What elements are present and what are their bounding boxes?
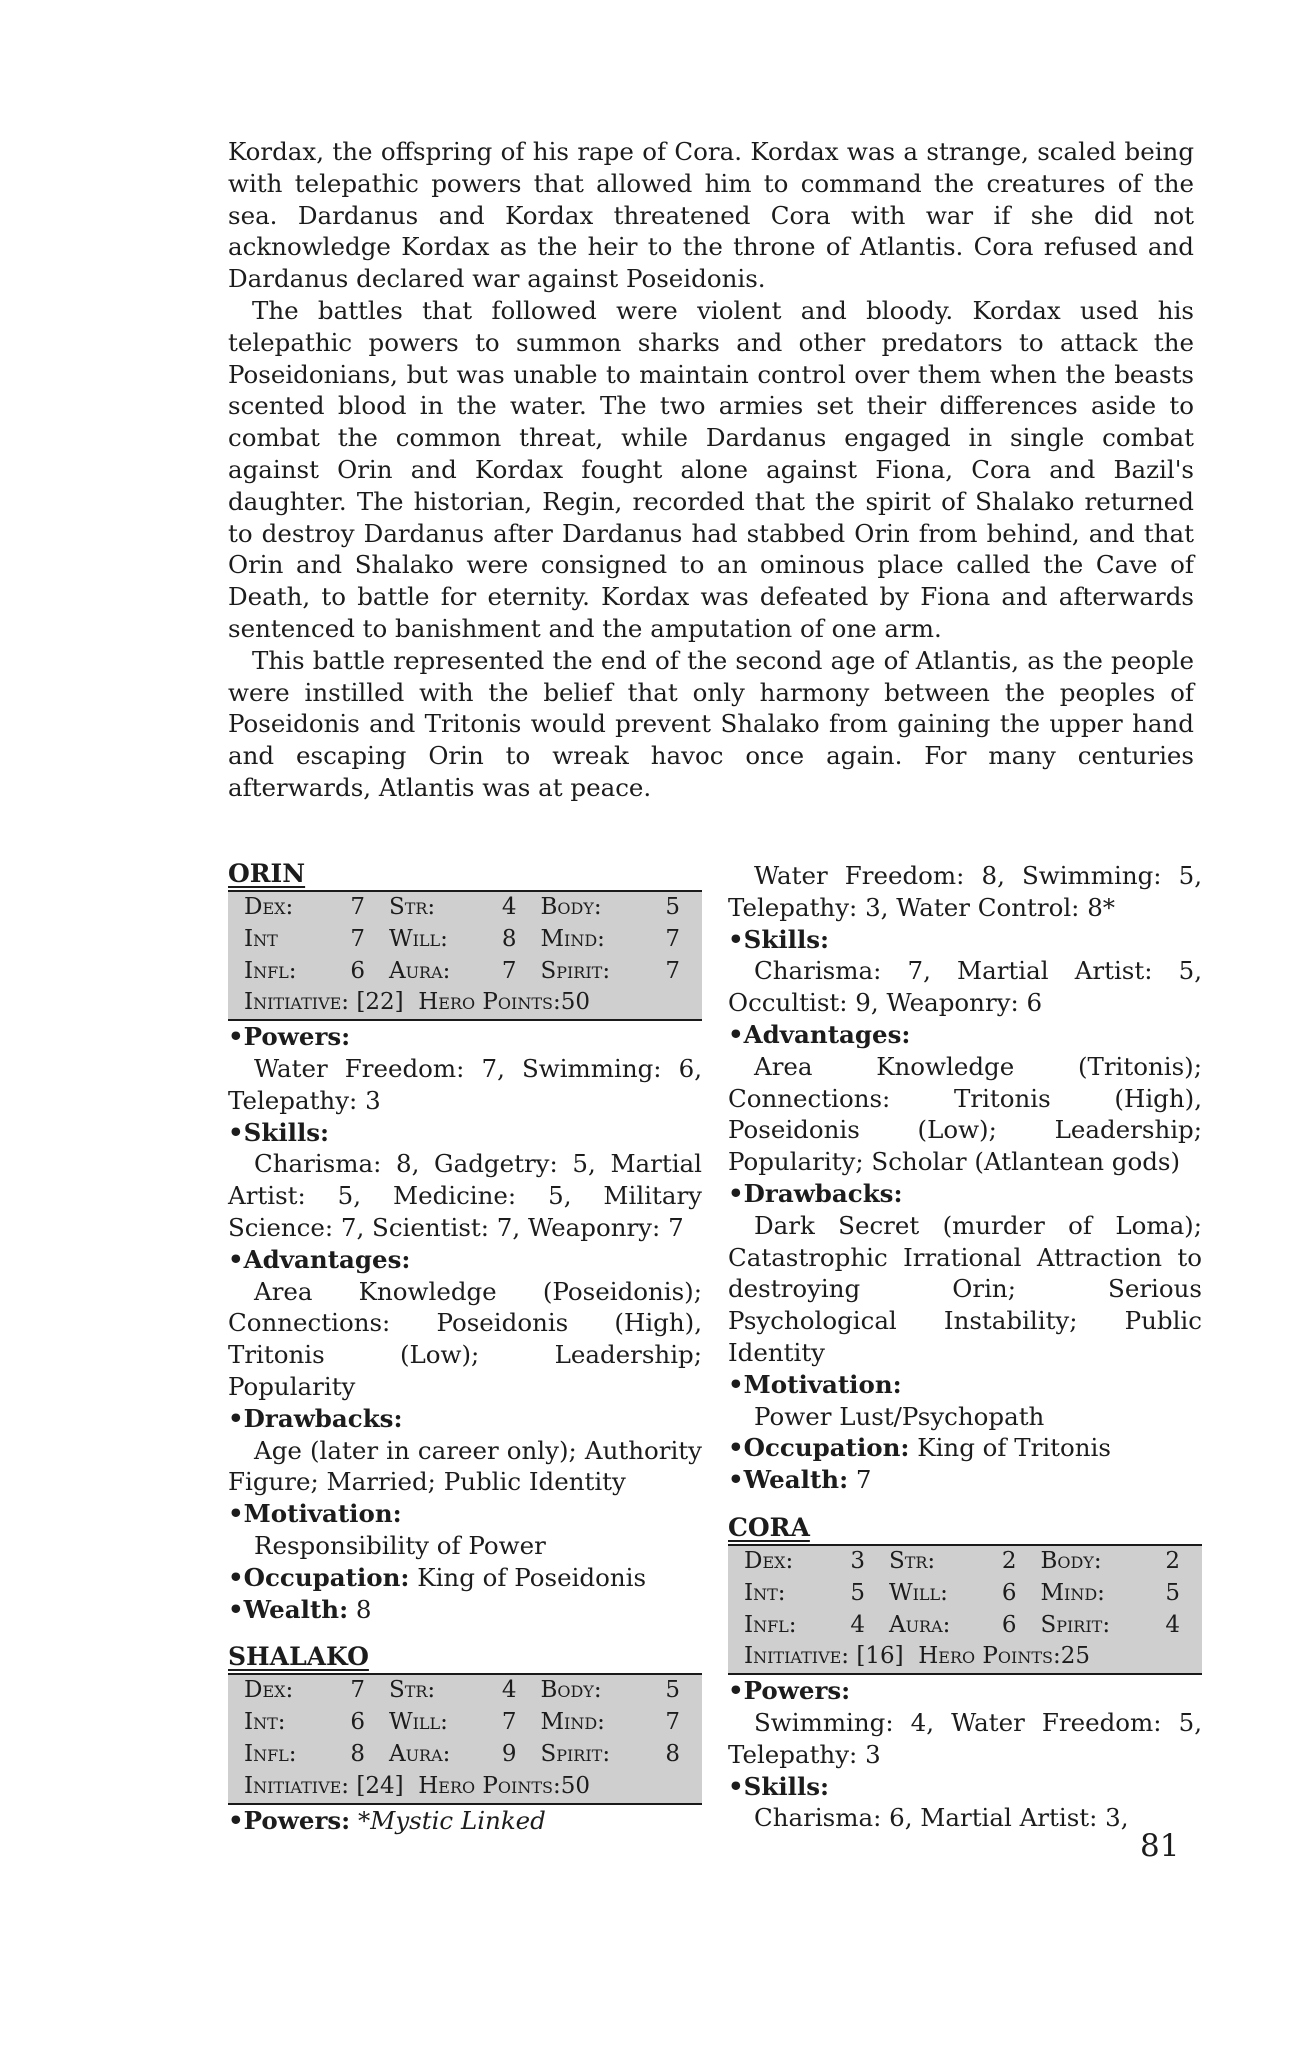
stat-label: Int: (244, 1709, 286, 1736)
cora-powers-heading: •Powers: (728, 1676, 851, 1706)
wealth-label: •Wealth: (228, 1594, 349, 1624)
stat-label: Mind: (540, 1709, 605, 1736)
orin-str: 4 (501, 894, 517, 920)
cora-aura: 6 (1001, 1611, 1017, 1638)
shalako-powers: Water Freedom: 8, Swimming: 5, Telepathy: 3, Water Control: 8* (728, 861, 1202, 922)
orin-dex: 7 (350, 894, 365, 920)
stat-label: Initiative: (244, 1772, 350, 1799)
paragraph-1: Kordax, the offspring of his rape of Cora. Kordax was a strange, scaled being with telepathic powers that allowed him to command the creatures of the sea. Dardanus and Kordax threatened Cora with war if she did not acknowledge Kordax as the heir to the throne of Atlantis. Cora refused and Dardanus declared war against Poseidonis. (228, 137, 1194, 294)
paragraph-2: The battles that followed were violent and bloody. Kordax used his telepathic powers to summon sharks and other predators to attack the Poseidonians, but was unable to maintain control over them when the beasts scented blood in the water. The two armies set their differences aside to combat the common threat, while Dardanus engaged in single combat against Orin and Kordax fought alone against Fiona, Cora and Bazil's daughter. The historian, Regin, recorded that the spirit of Shalako returned to destroy Dardanus after Dardanus had stabbed Orin from behind, and that Orin and Shalako were consigned to an ominous place called the Cave of Death, to battle for eternity. Kordax was defeated by Fiona and afterwards sentenced to banishment and the amputation of one arm. (228, 295, 1194, 643)
shalako-str: 4 (501, 1677, 517, 1704)
stat-label: Will: (388, 1709, 448, 1736)
cora-str: 2 (1001, 1547, 1017, 1574)
stat-label: Str: (388, 894, 436, 920)
shalako-spirit: 8 (665, 1740, 680, 1767)
stat-label: Body: (540, 894, 602, 920)
orin-wealth: 8 (355, 1594, 372, 1624)
stat-label: Aura: (388, 1740, 451, 1767)
cora-skills: Charisma: 6, Martial Artist: 3, (754, 1803, 1129, 1833)
orin-motivation: Responsibility of Power (254, 1530, 546, 1560)
cora-mind: 5 (1165, 1579, 1180, 1606)
stat-label: Dex: (744, 1547, 794, 1574)
cora-hero-points: 25 (1060, 1643, 1091, 1670)
orin-drawbacks-heading: •Drawbacks: (228, 1403, 403, 1433)
cora-name: CORA (728, 1512, 810, 1542)
shalako-advantages: Area Knowledge (Tritonis); Connections: Tritonis (High), Poseidonis (Low); Leadership; Popularity; Scholar (Atlantean gods) (728, 1051, 1202, 1177)
cora-initiative-row (728, 1641, 1202, 1674)
shalako-occupation: King of Tritonis (917, 1433, 1111, 1463)
orin-drawbacks: Age (later in career only); Authority Figure; Married; Public Identity (228, 1435, 702, 1497)
shalako-drawbacks-heading: •Drawbacks: (728, 1178, 903, 1208)
occupation-label: •Occupation: (728, 1433, 910, 1463)
shalako-hero-points: 50 (560, 1772, 591, 1799)
orin-occupation-line (228, 1562, 702, 1594)
stat-label: Hero Points: (918, 1643, 1061, 1670)
stat-label: Int (244, 925, 278, 952)
orin-advantages: Area Knowledge (Poseidonis); Connections: Poseidonis (High), Tritonis (Low); Leadership; Popularity (228, 1276, 702, 1401)
shalako-int: 6 (350, 1709, 365, 1736)
orin-initiative: [22] (356, 989, 404, 1016)
shalako-will: 7 (501, 1709, 517, 1736)
orin-motivation-heading: •Motivation: (228, 1499, 402, 1529)
orin-mind: 7 (665, 925, 680, 952)
stat-label: Will: (388, 925, 448, 952)
shalako-skills: Charisma: 7, Martial Artist: 5, Occultist: 9, Weaponry: 6 (728, 956, 1202, 1018)
powers-label: •Powers: (228, 1805, 351, 1835)
stat-label: Aura: (388, 957, 451, 984)
cora-will: 6 (1001, 1579, 1017, 1606)
paragraph-3: This battle represented the end of the second age of Atlantis, as the people were instilled with the belief that only harmony between the peoples of Poseidonis and Tritonis would prevent Shalako from gaining the upper hand and escaping Orin to wreak havoc once again. For many centuries afterwards, Atlantis was at peace. (228, 645, 1194, 802)
stat-label: Will: (888, 1579, 948, 1606)
orin-name: ORIN (228, 859, 306, 888)
stat-label: Hero Points: (418, 1772, 561, 1799)
orin-wealth-line (228, 1594, 702, 1626)
cora-int: 5 (850, 1579, 865, 1606)
orin-stat-block (228, 890, 702, 1021)
occupation-label: •Occupation: (228, 1562, 410, 1592)
shalako-wealth: 7 (855, 1465, 872, 1495)
stat-label: Spirit: (540, 957, 611, 984)
orin-advantages-heading: •Advantages: (228, 1244, 411, 1274)
shalako-body: 5 (665, 1677, 680, 1704)
orin-infl: 6 (350, 957, 365, 984)
stat-label: Dex: (244, 894, 294, 920)
orin-body: 5 (665, 894, 680, 920)
cora-spirit: 4 (1165, 1611, 1180, 1638)
orin-initiative-row (228, 987, 702, 1020)
orin-aura: 7 (501, 957, 517, 984)
cora-initiative: [16] (856, 1643, 904, 1670)
left-column (228, 860, 702, 1836)
orin-will: 8 (501, 925, 517, 952)
cora-body: 2 (1165, 1547, 1180, 1574)
page-number: 81 (1140, 1828, 1180, 1864)
stat-label: Infl: (244, 1740, 297, 1767)
orin-spirit: 7 (665, 957, 680, 984)
shalako-powers-note: *Mystic Linked (358, 1805, 546, 1835)
orin-skills: Charisma: 8, Gadgetry: 5, Martial Artist: 5, Medicine: 5, Military Science: 7, Scientist: 7, Weaponry: 7 (228, 1149, 702, 1242)
stat-label: Dex: (244, 1677, 294, 1704)
stat-label: Str: (388, 1677, 436, 1704)
shalako-wealth-line (728, 1464, 1202, 1496)
orin-powers: Water Freedom: 7, Swimming: 6, Telepathy: 3 (228, 1053, 702, 1115)
orin-skills-heading: •Skills: (228, 1117, 330, 1147)
orin-occupation: King of Poseidonis (417, 1562, 647, 1592)
shalako-name: SHALAKO (228, 1642, 369, 1672)
shalako-stat-block (228, 1673, 702, 1804)
shalako-occupation-line (728, 1432, 1202, 1464)
body-text (228, 136, 1194, 804)
cora-skills-heading: •Skills: (728, 1771, 830, 1801)
right-column (728, 860, 1202, 1834)
stat-label: Aura: (888, 1611, 951, 1638)
shalako-powers-line (228, 1805, 702, 1837)
orin-int: 7 (350, 925, 365, 952)
stat-label: Str: (888, 1547, 936, 1574)
stat-label: Infl: (744, 1611, 797, 1638)
stat-label: Initiative: (244, 989, 350, 1016)
stat-label: Infl: (244, 957, 297, 984)
stat-label: Hero Points: (418, 989, 561, 1016)
stat-label: Spirit: (540, 1740, 611, 1767)
shalako-initiative: [24] (356, 1772, 404, 1799)
orin-powers-heading: •Powers: (228, 1022, 351, 1052)
cora-infl: 4 (850, 1611, 865, 1638)
shalako-infl: 8 (350, 1740, 365, 1767)
shalako-initiative-row (228, 1771, 702, 1804)
cora-dex: 3 (850, 1547, 865, 1574)
wealth-label: •Wealth: (728, 1465, 849, 1495)
shalako-motivation-heading: •Motivation: (728, 1369, 902, 1399)
shalako-mind: 7 (665, 1709, 680, 1736)
shalako-advantages-heading: •Advantages: (728, 1019, 911, 1049)
stat-label: Mind: (1040, 1579, 1105, 1606)
stat-label: Body: (1040, 1547, 1102, 1574)
stat-label: Int: (744, 1579, 786, 1606)
stat-label: Body: (540, 1677, 602, 1704)
stat-label: Initiative: (744, 1643, 850, 1670)
shalako-dex: 7 (350, 1677, 365, 1704)
shalako-drawbacks: Dark Secret (murder of Loma); Catastrophic Irrational Attraction to destroying Orin; Serious Psychological Instability; Public Identity (728, 1210, 1202, 1367)
shalako-motivation: Power Lust/Psychopath (754, 1401, 1045, 1431)
cora-powers: Swimming: 4, Water Freedom: 5, Telepathy: 3 (728, 1707, 1202, 1769)
orin-hero-points: 50 (560, 989, 591, 1016)
shalako-aura: 9 (501, 1740, 517, 1767)
stat-label: Mind: (540, 925, 605, 952)
cora-stat-block (728, 1544, 1202, 1675)
stat-label: Spirit: (1040, 1611, 1111, 1638)
shalako-skills-heading: •Skills: (728, 924, 830, 954)
